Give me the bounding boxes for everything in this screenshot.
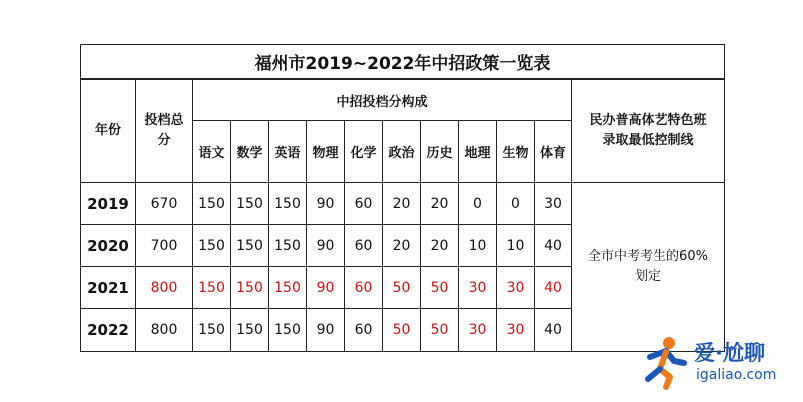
score-cell: 50 <box>383 267 421 309</box>
running-figure-logo-icon <box>636 333 694 391</box>
year-cell: 2020 <box>81 225 136 267</box>
score-cell: 0 <box>459 183 497 225</box>
subject-header: 体育 <box>535 121 572 183</box>
score-cell: 50 <box>421 309 459 352</box>
watermark-url: igaliao.com <box>696 367 777 383</box>
score-cell: 90 <box>307 309 345 352</box>
score-cell: 90 <box>307 183 345 225</box>
total-score-cell: 700 <box>136 225 193 267</box>
score-cell: 150 <box>193 267 231 309</box>
score-cell: 60 <box>345 267 383 309</box>
total-score-cell: 800 <box>136 267 193 309</box>
score-cell: 150 <box>269 183 307 225</box>
subject-header: 地理 <box>459 121 497 183</box>
score-cell: 30 <box>535 183 572 225</box>
score-cell: 60 <box>345 225 383 267</box>
year-cell: 2022 <box>81 309 136 352</box>
total-score-header-line2: 分 <box>157 133 171 148</box>
subject-header: 历史 <box>421 121 459 183</box>
score-cell: 20 <box>383 225 421 267</box>
score-cell: 150 <box>193 183 231 225</box>
watermark-brand: 爱·尬聊 <box>694 341 765 365</box>
subject-header: 生物 <box>497 121 535 183</box>
year-cell: 2019 <box>81 183 136 225</box>
subject-header: 化学 <box>345 121 383 183</box>
score-cell: 150 <box>193 309 231 352</box>
subject-header: 语文 <box>193 121 231 183</box>
score-cell: 20 <box>421 225 459 267</box>
score-cell: 0 <box>497 183 535 225</box>
score-cell: 30 <box>459 267 497 309</box>
special-class-header-line2: 录取最低控制线 <box>602 133 694 148</box>
total-score-cell: 670 <box>136 183 193 225</box>
year-header: 年份 <box>81 79 136 183</box>
policy-table <box>80 44 725 352</box>
score-cell: 90 <box>307 225 345 267</box>
score-cell: 150 <box>231 309 269 352</box>
total-score-header-line1: 投档总 <box>144 113 184 128</box>
special-class-note <box>572 183 725 352</box>
total-score-cell: 800 <box>136 309 193 352</box>
score-cell: 30 <box>497 309 535 352</box>
special-class-header-line1: 民办普高体艺特色班 <box>589 113 707 128</box>
score-cell: 150 <box>231 267 269 309</box>
score-cell: 150 <box>269 225 307 267</box>
score-cell: 10 <box>459 225 497 267</box>
score-cell: 150 <box>269 267 307 309</box>
score-cell: 40 <box>535 309 572 352</box>
note-line1: 全市中考考生的60% <box>588 249 708 264</box>
score-cell: 150 <box>231 225 269 267</box>
total-score-header <box>136 79 193 183</box>
score-cell: 40 <box>535 267 572 309</box>
watermark <box>636 333 796 393</box>
score-cell: 20 <box>421 183 459 225</box>
score-cell: 60 <box>345 309 383 352</box>
score-cell: 50 <box>421 267 459 309</box>
composition-header: 中招投档分构成 <box>193 79 572 121</box>
score-cell: 150 <box>193 225 231 267</box>
subject-header: 政治 <box>383 121 421 183</box>
score-cell: 150 <box>269 309 307 352</box>
note-line2: 划定 <box>634 269 661 284</box>
subject-header: 数学 <box>231 121 269 183</box>
subject-header: 物理 <box>307 121 345 183</box>
score-cell: 150 <box>231 183 269 225</box>
score-cell: 40 <box>535 225 572 267</box>
score-cell: 20 <box>383 183 421 225</box>
score-cell: 10 <box>497 225 535 267</box>
subject-header: 英语 <box>269 121 307 183</box>
score-cell: 90 <box>307 267 345 309</box>
score-cell: 60 <box>345 183 383 225</box>
special-class-header <box>572 79 725 183</box>
score-cell: 30 <box>497 267 535 309</box>
score-cell: 30 <box>459 309 497 352</box>
table-title: 福州市2019~2022年中招政策一览表 <box>81 45 725 80</box>
score-cell: 50 <box>383 309 421 352</box>
table-row <box>81 183 725 225</box>
year-cell: 2021 <box>81 267 136 309</box>
